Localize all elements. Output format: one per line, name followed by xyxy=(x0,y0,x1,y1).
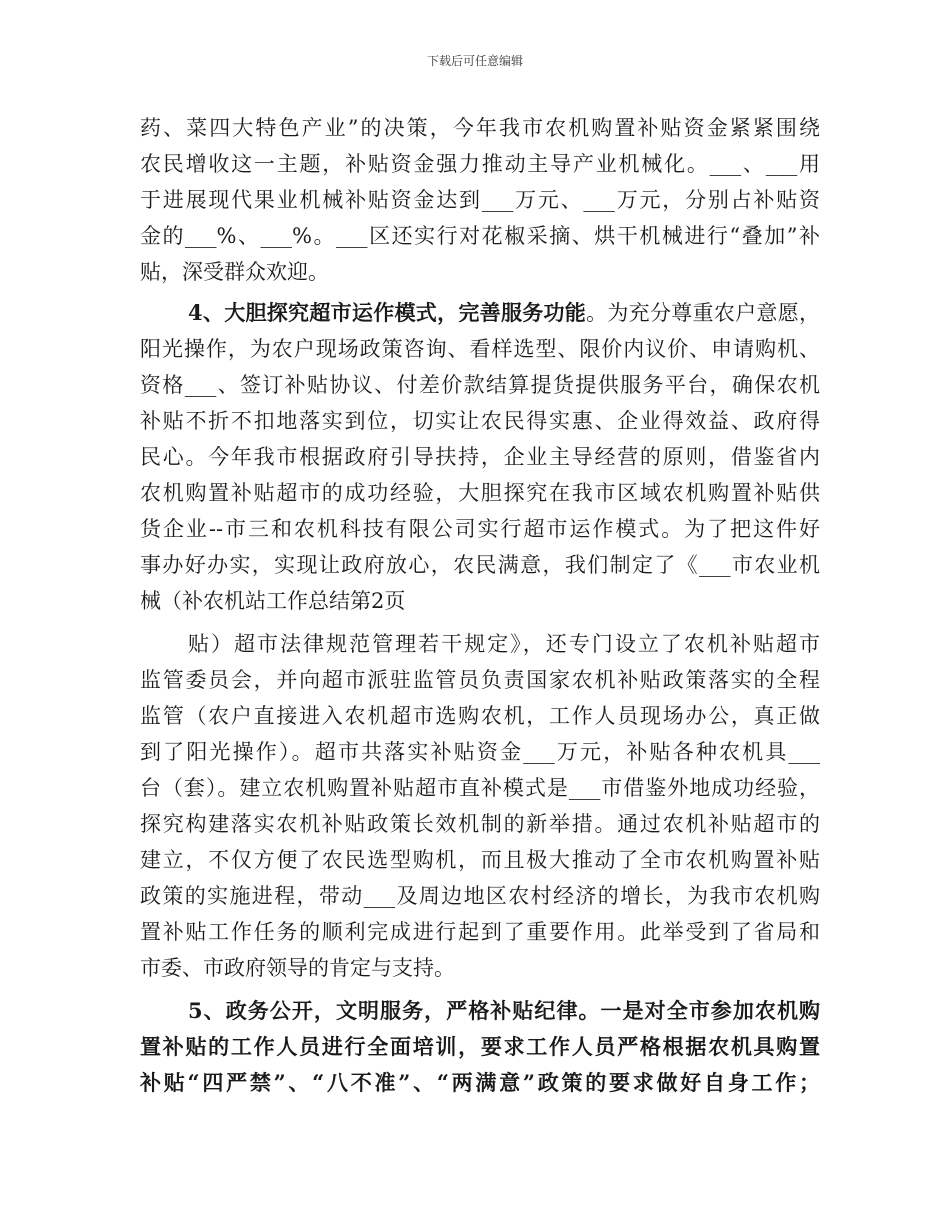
paragraph-line: 台（套）。建立农机购置补贴超市直补模式是___市借鉴外地成功经验， xyxy=(140,776,820,800)
paragraph-line: 到了阳光操作）。超市共落实补贴资金___万元，补贴各种农机具___ xyxy=(140,740,820,764)
section-5-line: 置补贴的工作人员进行全面培训，要求工作人员严格根据农机具购置 xyxy=(140,1034,820,1059)
paragraph-line: 资格___、签订补贴协议、付差价款结算提货提供服务平台，确保农机 xyxy=(140,373,820,397)
paragraph-line: 市委、市政府领导的肯定与支持。 xyxy=(140,956,455,980)
section-5-line: 5、政务公开，文明服务，严格补贴纪律。一是对全市参加农机购 xyxy=(188,998,820,1023)
paragraph-line: 置补贴工作任务的顺利完成进行起到了重要作用。此举受到了省局和 xyxy=(140,920,820,944)
paragraph-line: 贴）超市法律规范管理若干规定》，还专门设立了农机补贴超市 xyxy=(188,632,820,656)
paragraph-line: 农民增收这一主题，补贴资金强力推动主导产业机械化。___、___用 xyxy=(140,152,820,176)
paragraph-line: 民心。今年我市根据政府引导扶持，企业主导经营的原则，借鉴省内 xyxy=(140,445,820,469)
paragraph-line: 农机购置补贴超市的成功经验，大胆探究在我市区域农机购置补贴供 xyxy=(140,481,820,505)
paragraph-line: 货企业--市三和农机科技有限公司实行超市运作模式。为了把这件好 xyxy=(140,517,820,541)
paragraph-line: 监管委员会，并向超市派驻监管员负责国家农机补贴政策落实的全程 xyxy=(140,668,820,692)
page-header: 下载后可任意编辑 xyxy=(426,54,523,68)
paragraph-line: 政策的实施进程，带动___及周边地区农村经济的增长，为我市农机购 xyxy=(140,884,820,908)
paragraph-line: 于进展现代果业机械补贴资金达到___万元、___万元，分别占补贴资 xyxy=(140,188,820,212)
section-5-line: 补贴“四严禁”、“八不准”、“两满意”政策的要求做好自身工作； xyxy=(140,1070,820,1095)
section-4-first-line xyxy=(188,295,820,331)
paragraph-line: 阳光操作，为农户现场政策咨询、看样选型、限价内议价、申请购机、 xyxy=(140,337,820,361)
paragraph-line: 贴，深受群众欢迎。 xyxy=(140,260,329,284)
section-4-lead-text: 。为充分尊重农户意愿， xyxy=(586,301,820,325)
paragraph-line: 建立，不仅方便了农民选型购机，而且极大推动了全市农机购置补贴 xyxy=(140,848,820,872)
paragraph-line: 事办好办实，实现让政府放心，农民满意，我们制定了《___市农业机 xyxy=(140,553,820,577)
paragraph-line: 补贴不折不扣地落实到位，切实让农民得实惠、企业得效益、政府得 xyxy=(140,409,820,433)
section-4-heading: 4、大胆探究超市运作模式，完善服务功能 xyxy=(188,300,587,325)
paragraph-line: 监管（农户直接进入农机超市选购农机，工作人员现场办公，真正做 xyxy=(140,704,820,728)
paragraph-line: 探究构建落实农机补贴政策长效机制的新举措。通过农机补贴超市的 xyxy=(140,812,820,836)
paragraph-line: 药、菜四大特色产业”的决策，今年我市农机购置补贴资金紧紧围绕 xyxy=(140,116,820,140)
paragraph-line: 械（补农机站工作总结第2页 xyxy=(140,589,406,613)
paragraph-line: 金的___%、___%。___区还实行对花椒采摘、烘干机械进行“叠加”补 xyxy=(140,224,820,248)
